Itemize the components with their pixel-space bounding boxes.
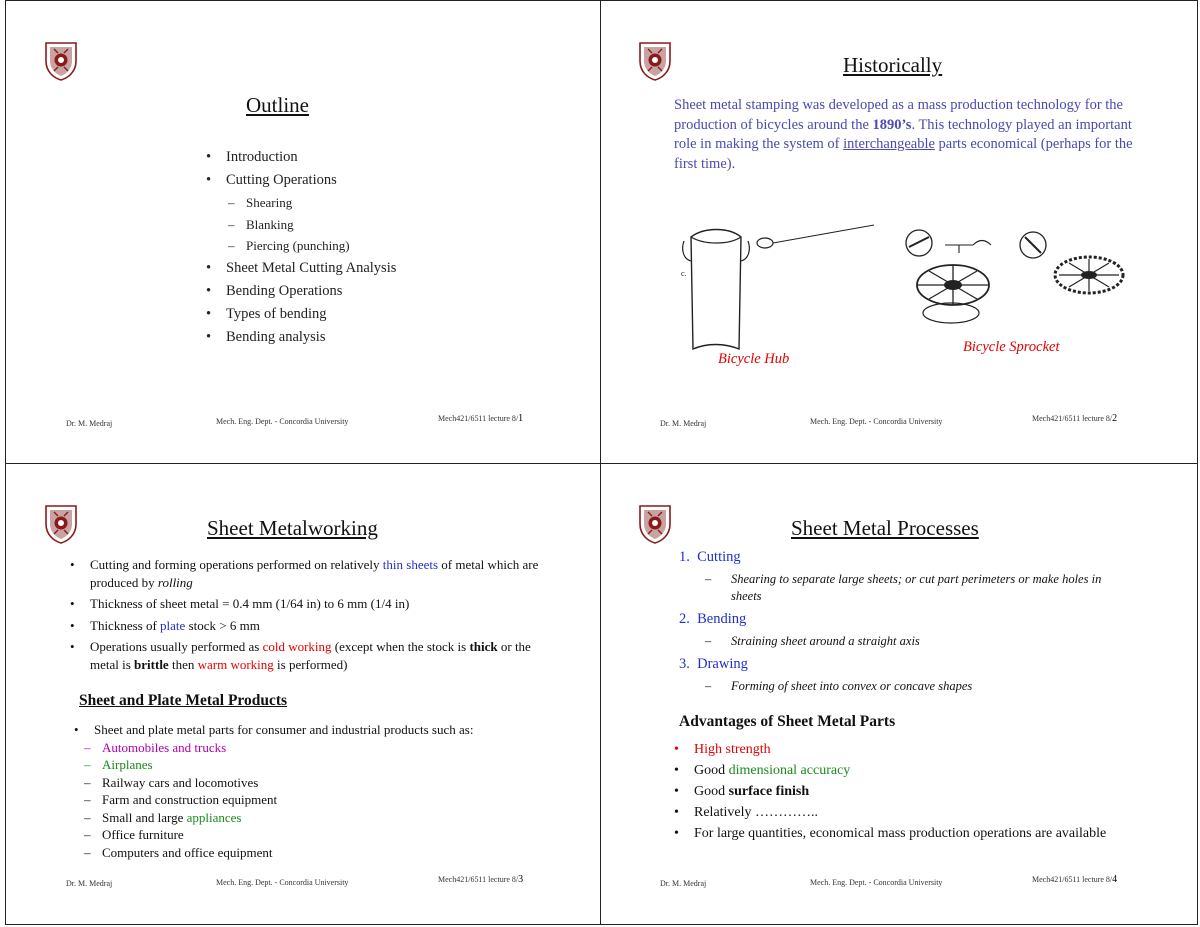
page-number: 4	[1112, 874, 1118, 885]
process-desc: – Forming of sheet into convex or concave shapes	[705, 679, 973, 693]
process-desc-text: Forming of sheet into convex or concave shapes	[731, 679, 973, 693]
metalworking-list	[70, 556, 550, 673]
process-item	[679, 549, 1129, 566]
slide-3	[6, 464, 601, 926]
paragraph-text: . This technology played an important role in making the system of	[674, 116, 1132, 152]
footer-author: Dr. M. Medraj	[66, 419, 113, 428]
advantage-item: • High strength	[674, 741, 1124, 758]
outline-sub-item: – Blanking	[228, 214, 396, 236]
process-desc: – Shearing to separate large sheets; or cut part perimeters or make holes in sheets	[705, 572, 1102, 603]
footer-author: Dr. M. Medraj	[660, 879, 707, 888]
footer-dept: Mech. Eng. Dept. - Concordia University	[216, 417, 349, 426]
process-item	[679, 611, 1129, 628]
footer-course	[1032, 874, 1117, 885]
process-item	[679, 656, 1129, 673]
text: Good	[694, 784, 729, 799]
slide-2	[601, 1, 1196, 463]
bicycle-sprocket-illustration	[893, 213, 1133, 333]
highlight: warm working	[197, 656, 274, 672]
university-crest-icon	[44, 41, 78, 81]
emphasis: brittle	[134, 656, 169, 672]
highlight: dimensional accuracy	[728, 763, 851, 778]
slide-1	[6, 1, 601, 463]
process-number: 2.	[679, 611, 690, 627]
advantages-list	[674, 741, 1124, 842]
advantage-item	[674, 762, 1124, 779]
bullet-item: • Thickness of sheet metal = 0.4 mm (1/64 in) to 6 mm (1/4 in)	[70, 595, 550, 613]
highlight: appliances	[186, 809, 242, 825]
process-name: Cutting	[697, 549, 741, 565]
outline-item: • Types of bending	[206, 303, 396, 326]
svg-text:c.: c.	[681, 269, 687, 278]
text: (except when the stock is	[331, 639, 470, 654]
text: then	[168, 656, 198, 672]
page-number: 1	[518, 413, 524, 424]
footer-author: Dr. M. Medraj	[66, 879, 113, 888]
product-item: – Automobiles and trucks	[84, 739, 554, 757]
bicycle-hub-illustration	[679, 219, 879, 354]
footer-dept: Mech. Eng. Dept. - Concordia University	[810, 417, 943, 426]
text: Good	[694, 763, 729, 778]
product-item: – Office furniture	[84, 826, 554, 844]
text: Cutting and forming operations performed on relatively	[90, 557, 383, 572]
products-sub-list	[74, 739, 554, 862]
advantage-item: • For large quantities, economical mass production operations are available	[674, 825, 1124, 842]
process-desc: – Straining sheet around a straight axis	[705, 634, 920, 648]
bullet-item	[70, 556, 550, 591]
emphasis: surface finish	[728, 784, 810, 799]
footer-course-text: Mech421/6511 lecture 8/	[438, 875, 519, 884]
bullet-item	[70, 638, 550, 673]
product-item: – Railway cars and locomotives	[84, 774, 554, 792]
outline-item: • Bending analysis	[206, 326, 396, 349]
slide-title: Sheet Metalworking	[207, 516, 378, 540]
footer-course-text: Mech421/6511 lecture 8/	[438, 414, 519, 423]
page-number: 3	[518, 874, 524, 885]
page-number: 2	[1112, 413, 1118, 424]
university-crest-icon	[638, 504, 672, 544]
footer-course	[1032, 413, 1117, 424]
process-name: Drawing	[697, 656, 748, 672]
slide-title: Historically	[843, 53, 943, 77]
slide-4	[601, 464, 1196, 926]
slide-title: Sheet Metal Processes	[791, 516, 979, 540]
text: of metal which are produced by	[90, 557, 539, 590]
outline-sub-item: – Piercing (punching)	[228, 235, 396, 257]
product-item: – Computers and office equipment	[84, 844, 554, 862]
advantages-title: Advantages of Sheet Metal Parts	[679, 713, 896, 730]
bullet-item: • Sheet and plate metal parts for consumer and industrial products such as:	[74, 721, 554, 739]
caption-bicycle-sprocket: Bicycle Sprocket	[963, 339, 1060, 355]
outline-item: • Cutting Operations	[206, 169, 396, 192]
section-subtitle: Sheet and Plate Metal Products	[79, 692, 288, 709]
university-crest-icon	[44, 504, 78, 544]
paragraph-bold: 1890’s	[872, 116, 912, 133]
footer-course	[438, 874, 523, 885]
advantage-item	[674, 783, 1124, 800]
process-name: Bending	[697, 611, 747, 627]
history-paragraph	[674, 96, 1144, 174]
product-item	[84, 809, 554, 827]
outline-item: • Introduction	[206, 146, 396, 169]
advantage-item: • Relatively …………..	[674, 804, 1124, 821]
outline-list	[206, 146, 396, 349]
text: is performed)	[273, 656, 348, 672]
process-number: 3.	[679, 656, 690, 672]
university-crest-icon	[638, 41, 672, 81]
outline-sub-item: – Shearing	[228, 192, 396, 214]
process-number: 1.	[679, 549, 690, 565]
paragraph-text: Sheet metal stamping was developed as a mass production technology for the production of bicycles around the	[674, 97, 1123, 133]
highlight: cold working	[262, 639, 332, 654]
footer-course	[438, 413, 523, 424]
text: stock > 6 mm	[185, 617, 260, 633]
text: Operations usually performed as	[90, 639, 263, 654]
footer-course-text: Mech421/6511 lecture 8/	[1032, 414, 1113, 423]
outline-item: • Sheet Metal Cutting Analysis	[206, 257, 396, 280]
footer-dept: Mech. Eng. Dept. - Concordia University	[810, 878, 943, 887]
emphasis: thick	[469, 639, 498, 654]
paragraph-underlined: interchangeable	[843, 136, 935, 152]
outline-sub-list	[206, 192, 396, 257]
outline-item: • Bending Operations	[206, 280, 396, 303]
bullet-item	[70, 617, 550, 635]
product-item: – Farm and construction equipment	[84, 791, 554, 809]
highlight: thin sheets	[382, 557, 439, 572]
text: or the metal is	[90, 639, 531, 672]
process-desc-text: Shearing to separate large sheets; or cut part perimeters or make holes in sheets	[731, 572, 1102, 603]
products-list	[74, 721, 554, 861]
footer-dept: Mech. Eng. Dept. - Concordia University	[216, 878, 349, 887]
product-item: – Airplanes	[84, 756, 554, 774]
slide-title: Outline	[246, 93, 309, 117]
emphasis: rolling	[157, 574, 193, 590]
paragraph-text: parts economical (perhaps for the first time).	[674, 136, 1133, 172]
footer-author: Dr. M. Medraj	[660, 419, 707, 428]
text: Small and large	[102, 809, 187, 825]
process-list	[679, 549, 1129, 695]
process-desc-text: Straining sheet around a straight axis	[731, 634, 920, 648]
caption-bicycle-hub: Bicycle Hub	[718, 351, 790, 367]
text: Thickness of	[90, 617, 161, 633]
footer-course-text: Mech421/6511 lecture 8/	[1032, 875, 1113, 884]
highlight: plate	[160, 617, 186, 633]
